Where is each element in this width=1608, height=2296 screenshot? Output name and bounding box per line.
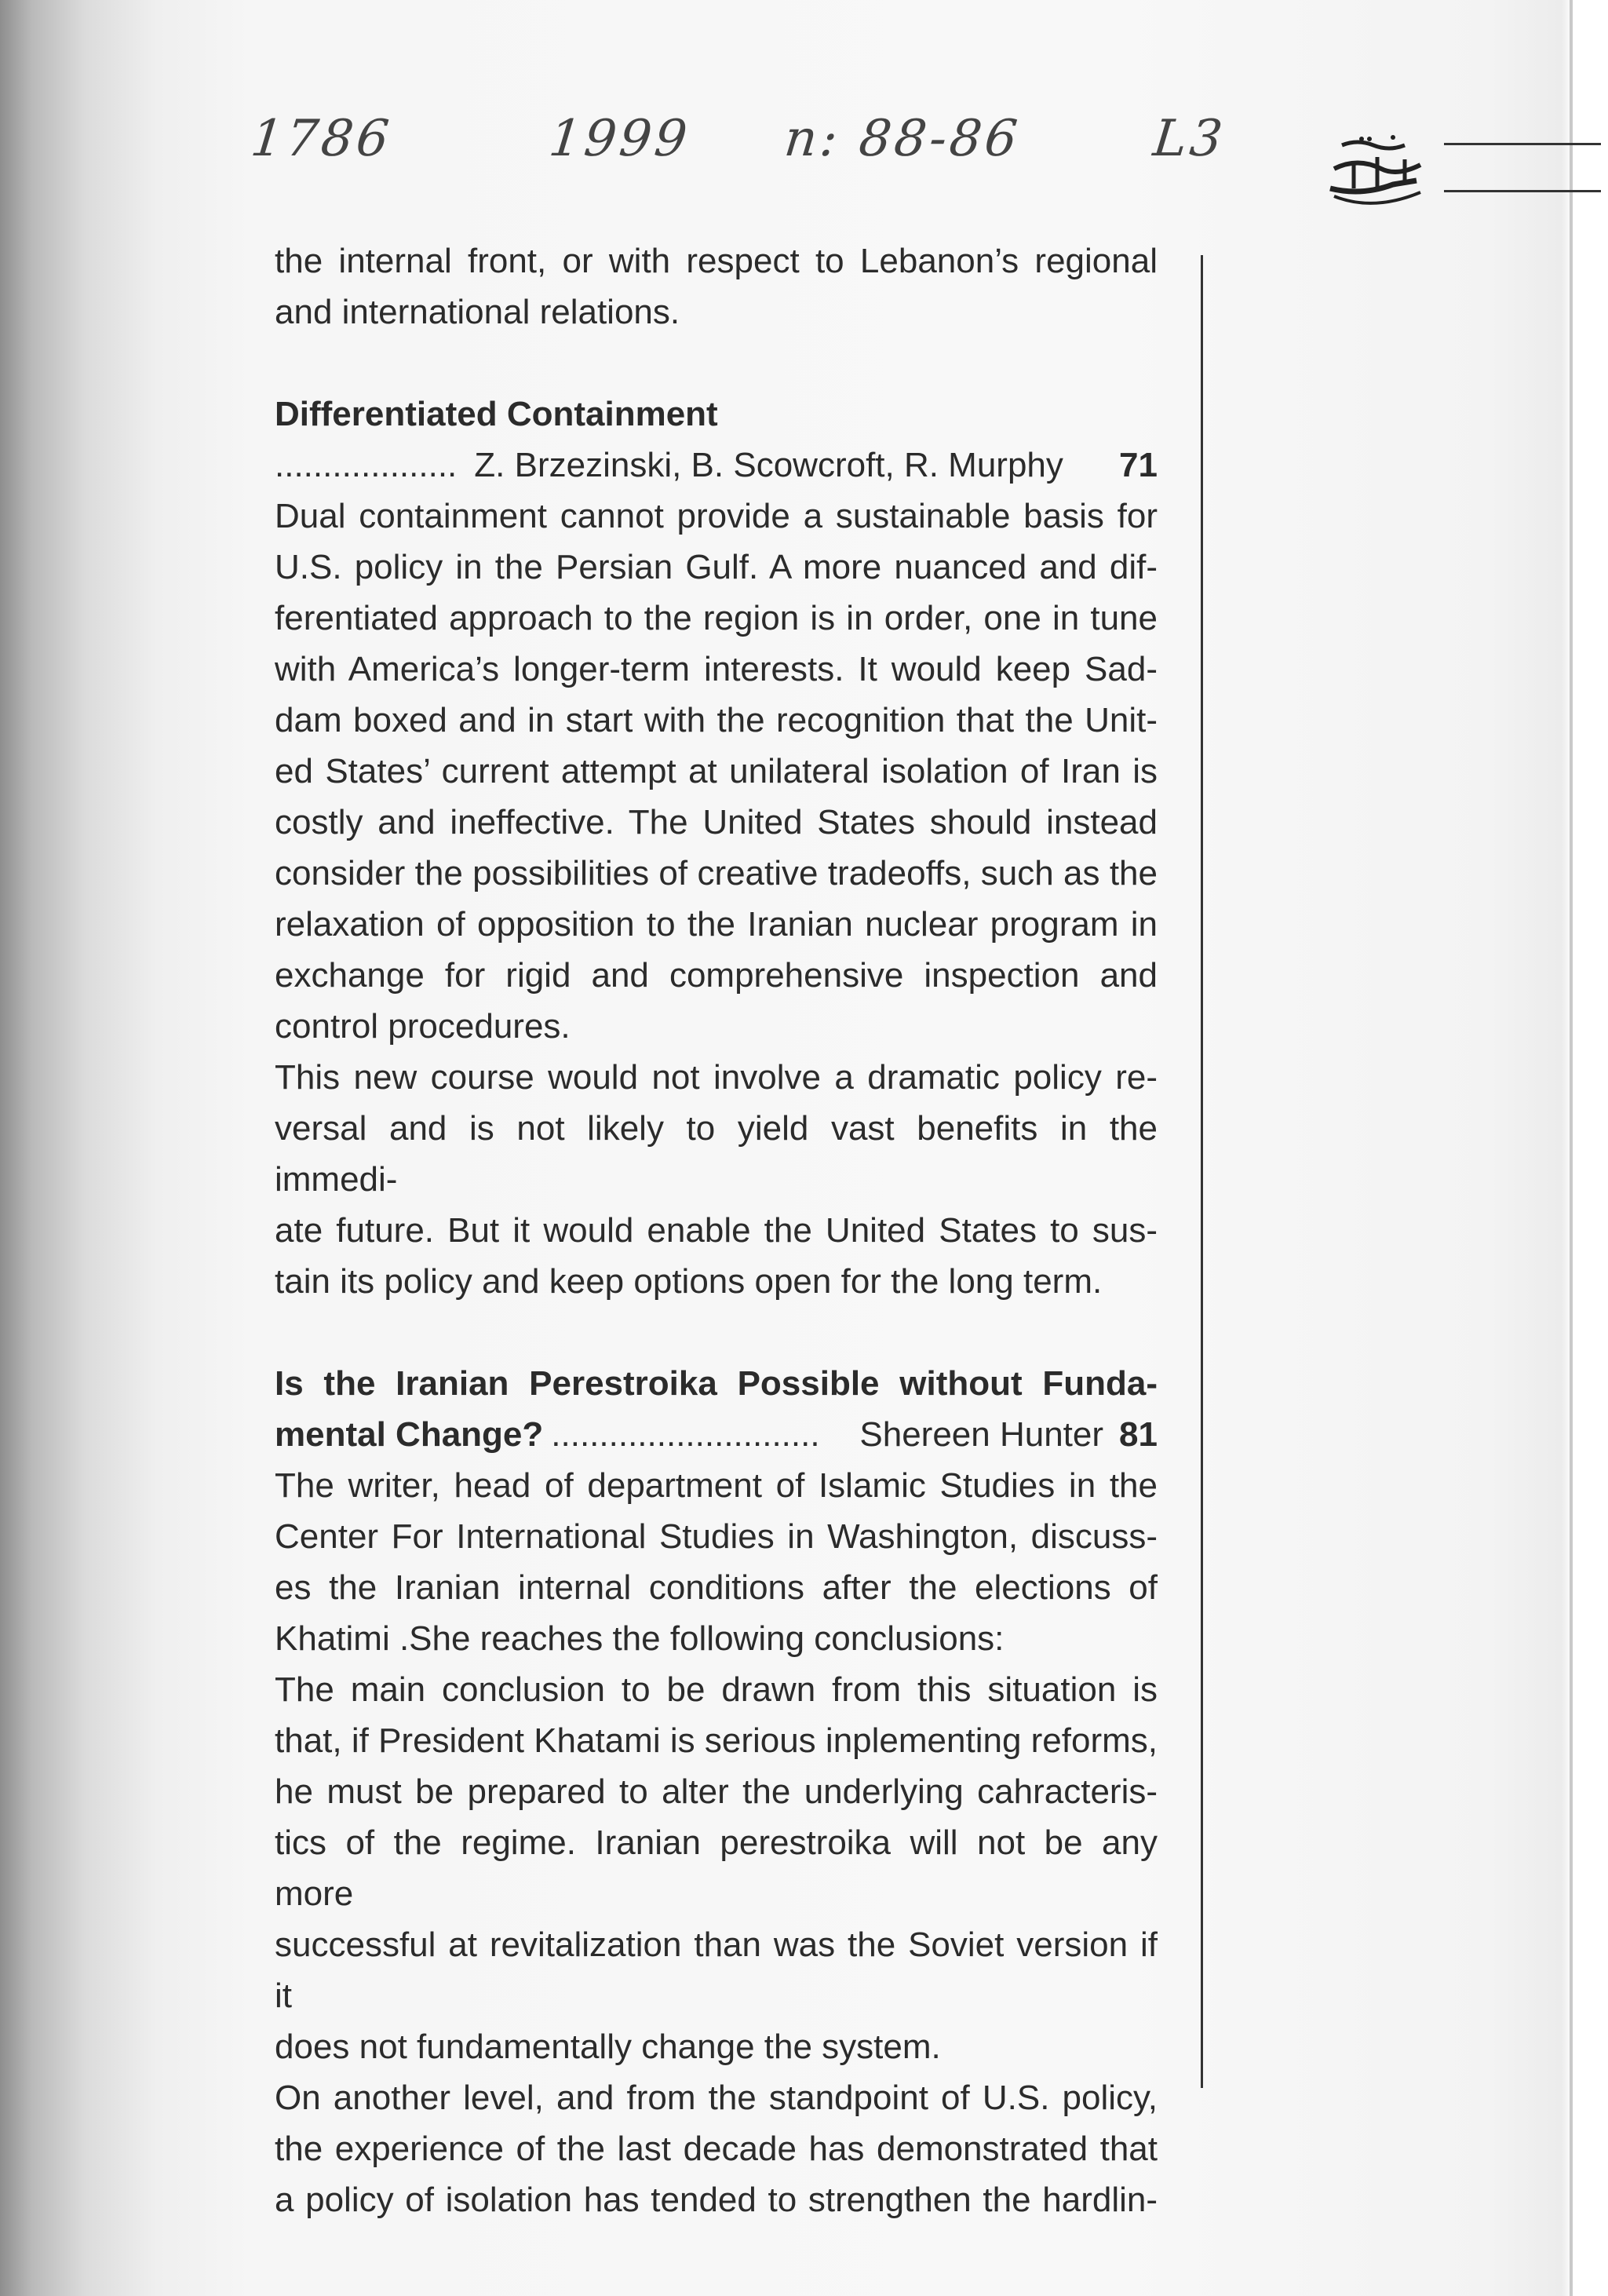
text-line: es the Iranian internal conditions after the elections of [275, 1568, 1158, 1607]
page-number: 81 [1119, 1415, 1158, 1454]
text-line: tics of the regime. Iranian perestroika will not be any more [275, 1823, 1158, 1913]
paragraph [275, 1052, 1158, 1307]
text-line: ate future. But it would enable the United States to sus- [275, 1211, 1158, 1250]
leader-dots: ............................ [551, 1415, 820, 1454]
leader-dots: ................... [275, 446, 458, 484]
handwritten-note: n: 88-86 [782, 110, 1023, 168]
text-line: with America’s longer-term interests. It would keep Sad- [275, 650, 1158, 688]
text-line: costly and ineffective. The United States should instead [275, 803, 1158, 841]
text-line: does not fundamentally change the system. [275, 2028, 941, 2066]
masthead-rule-lines [1444, 141, 1601, 196]
text-line: ferentiated approach to the region is in order, one in tune [275, 599, 1158, 637]
column-divider [1201, 255, 1203, 2088]
paragraph [275, 491, 1158, 1052]
text-line: the experience of the last decade has demonstrated that [275, 2130, 1158, 2168]
byline [275, 440, 1158, 491]
page-number: 71 [1119, 446, 1158, 484]
text-line: dam boxed and in start with the recognition that the Unit- [275, 701, 1158, 739]
section-title: Differentiated Containment [275, 395, 718, 433]
text-line: Khatimi .She reaches the following conclusions: [275, 1619, 1005, 1658]
text-line: consider the possibilities of creative tradeoffs, such as the [275, 854, 1158, 892]
text-line: U.S. policy in the Persian Gulf. A more nuanced and dif- [275, 548, 1158, 586]
text-line: successful at revitalization than was the Soviet version if it [275, 1926, 1158, 2015]
handwritten-note: L3 [1150, 110, 1229, 168]
text-line: versal and is not likely to yield vast benefits in the immedi- [275, 1109, 1158, 1199]
text-line: the internal front, or with respect to Lebanon’s regional [275, 242, 1158, 280]
text-line: tain its policy and keep options open for the long term. [275, 1262, 1103, 1301]
page-edge-shadow [1570, 0, 1573, 2296]
text-line: a policy of isolation has tended to strengthen the hardlin- [275, 2181, 1158, 2219]
paragraph [275, 2072, 1158, 2225]
text-line: Center For International Studies in Washington, discuss- [275, 1517, 1158, 1556]
text-line: exchange for rigid and comprehensive inspection and [275, 956, 1158, 995]
paragraph [275, 1664, 1158, 2072]
text-line: The writer, head of department of Islamic Studies in the [275, 1466, 1158, 1505]
text-line: and international relations. [275, 293, 680, 331]
text-line: The main conclusion to be drawn from this situation is [275, 1670, 1158, 1709]
text-line: On another level, and from the standpoint of U.S. policy, [275, 2079, 1158, 2117]
handwritten-note: 1786 [248, 110, 395, 168]
paragraph [275, 1460, 1158, 1664]
author: Shereen Hunter [859, 1415, 1104, 1454]
text-line: that, if President Khatami is serious inplementing reforms, [275, 1721, 1158, 1760]
section-title: Is the Iranian Perestroika Possible without Funda- [275, 1364, 1158, 1403]
authors: Z. Brzezinski, B. Scowcroft, R. Murphy [474, 446, 1063, 484]
byline [275, 1409, 1158, 1460]
text-line: Dual containment cannot provide a sustainable basis for [275, 497, 1158, 535]
masthead-logo [1318, 130, 1436, 208]
text-line: This new course would not involve a dramatic policy re- [275, 1058, 1158, 1097]
handwritten-note: 1999 [546, 110, 693, 168]
text-line: ed States’ current attempt at unilateral isolation of Iran is [275, 752, 1158, 790]
text-line: relaxation of opposition to the Iranian nuclear program in [275, 905, 1158, 944]
text-line: control procedures. [275, 1007, 571, 1046]
article-body [275, 235, 1158, 2225]
text-line: he must be prepared to alter the underlying cahracteris- [275, 1772, 1158, 1811]
section-title-continued: mental Change? [275, 1415, 544, 1454]
